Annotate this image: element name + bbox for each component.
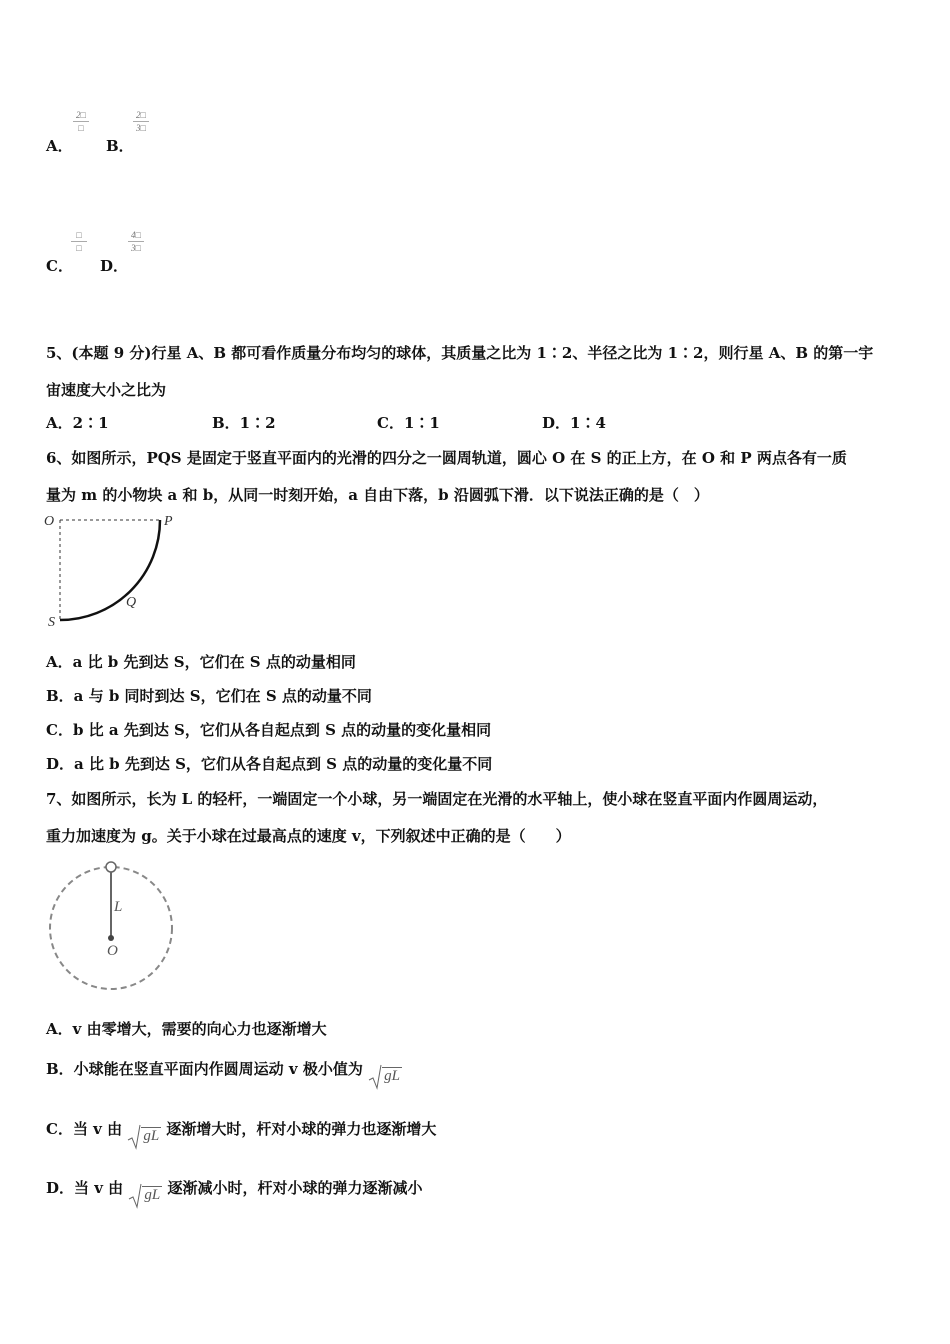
q7-option-a: A．v 由零增大，需要的向心力也逐渐增大	[46, 1020, 327, 1038]
q7-option-c-row	[46, 1118, 436, 1150]
q5-option-b: B．1∶2	[212, 414, 276, 432]
q7-option-c-pre: C．当 v 由	[46, 1120, 123, 1138]
q4-option-c-fraction	[68, 230, 90, 253]
q6-fig-label-p: P	[164, 514, 173, 529]
q7-option-d-post: 逐渐减小时，杆对小球的弹力逐渐减小	[167, 1179, 423, 1197]
q4-c-denominator: □	[76, 243, 82, 253]
q6-fig-label-s: S	[48, 615, 55, 630]
q4-option-d-fraction	[125, 230, 147, 253]
q7-option-c-post: 逐渐增大时，杆对小球的弹力也逐渐增大	[166, 1120, 437, 1138]
q5-stem-line1: 5、(本题 9 分)行星 A、B 都可看作质量分布均匀的球体，其质量之比为 1∶2、半径之比为 1∶2，则行星 A、B 的第一宇	[46, 344, 874, 362]
q4-a-numerator: 2□	[76, 110, 86, 120]
q6-quarter-circle-figure	[40, 510, 180, 635]
q4-d-numerator: 4□	[131, 230, 141, 240]
q7-option-b: B．小球能在竖直平面内作圆周运动 v 极小值为	[46, 1060, 363, 1078]
q6-fig-label-o: O	[44, 514, 55, 529]
q7-fig-label-l: L	[114, 899, 123, 915]
q7-option-b-sqrt	[368, 1064, 402, 1090]
q6-option-d: D．a 比 b 先到达 S，它们从各自起点到 S 点的动量的变化量不同	[46, 755, 493, 773]
q6-fig-label-q: Q	[126, 595, 137, 610]
q4-a-denominator: □	[78, 123, 84, 133]
q4-b-numerator: 2□	[136, 110, 146, 120]
q6-stem-line1: 6、如图所示，PQS 是固定于竖直平面内的光滑的四分之一圆周轨道，圆心 O 在 S 的正上方，在 O 和 P 两点各有一质	[46, 449, 847, 467]
q7-option-c-sqrt	[127, 1124, 161, 1150]
q4-option-a-fraction	[70, 110, 92, 133]
q7-option-d-pre: D．当 v 由	[46, 1179, 124, 1197]
q5-option-c: C．1∶1	[377, 414, 440, 432]
q4-d-denominator: 3□	[131, 243, 141, 253]
q4-option-a-label: A．	[46, 137, 73, 155]
q4-b-denominator: 3□	[136, 123, 146, 133]
q6-stem-line2: 量为 m 的小物块 a 和 b，从同一时刻开始，a 自由下落，b 沿圆弧下滑．以下说法正确的是（ ）	[46, 486, 709, 504]
q7-c-sqrt-expr: gL	[143, 1128, 160, 1144]
q4-option-b-fraction	[130, 110, 152, 133]
q5-option-a: A．2∶1	[46, 414, 109, 432]
q4-option-b-label: B．	[106, 137, 134, 155]
q5-option-d: D．1∶4	[542, 414, 606, 432]
q7-d-sqrt-expr: gL	[144, 1187, 161, 1203]
q6-option-c: C．b 比 a 先到达 S，它们从各自起点到 S 点的动量的变化量相同	[46, 721, 492, 739]
q4-option-c-label: C．	[46, 257, 73, 275]
q7-stem-line1: 7、如图所示，长为 L 的轻杆，一端固定一个小球，另一端固定在光滑的水平轴上，使小球在竖直平面内作圆周运动，	[46, 790, 828, 808]
q7-stem-line2: 重力加速度为 g。关于小球在过最高点的速度 v，下列叙述中正确的是（ ）	[46, 827, 571, 845]
q7-option-d-row	[46, 1177, 423, 1209]
q6-option-b: B．a 与 b 同时到达 S，它们在 S 点的动量不同	[46, 687, 372, 705]
q7-option-b-row	[46, 1058, 402, 1090]
q7-fig-label-o: O	[107, 943, 118, 959]
q4-option-d-label: D．	[100, 257, 129, 275]
q6-option-a: A．a 比 b 先到达 S，它们在 S 点的动量相同	[46, 653, 356, 671]
q7-b-sqrt-expr: gL	[384, 1068, 400, 1084]
q5-stem-line2: 宙速度大小之比为	[46, 381, 167, 399]
q7-rod-circle-figure	[44, 858, 179, 998]
q4-c-numerator: □	[76, 230, 82, 240]
q7-option-d-sqrt	[128, 1183, 162, 1209]
